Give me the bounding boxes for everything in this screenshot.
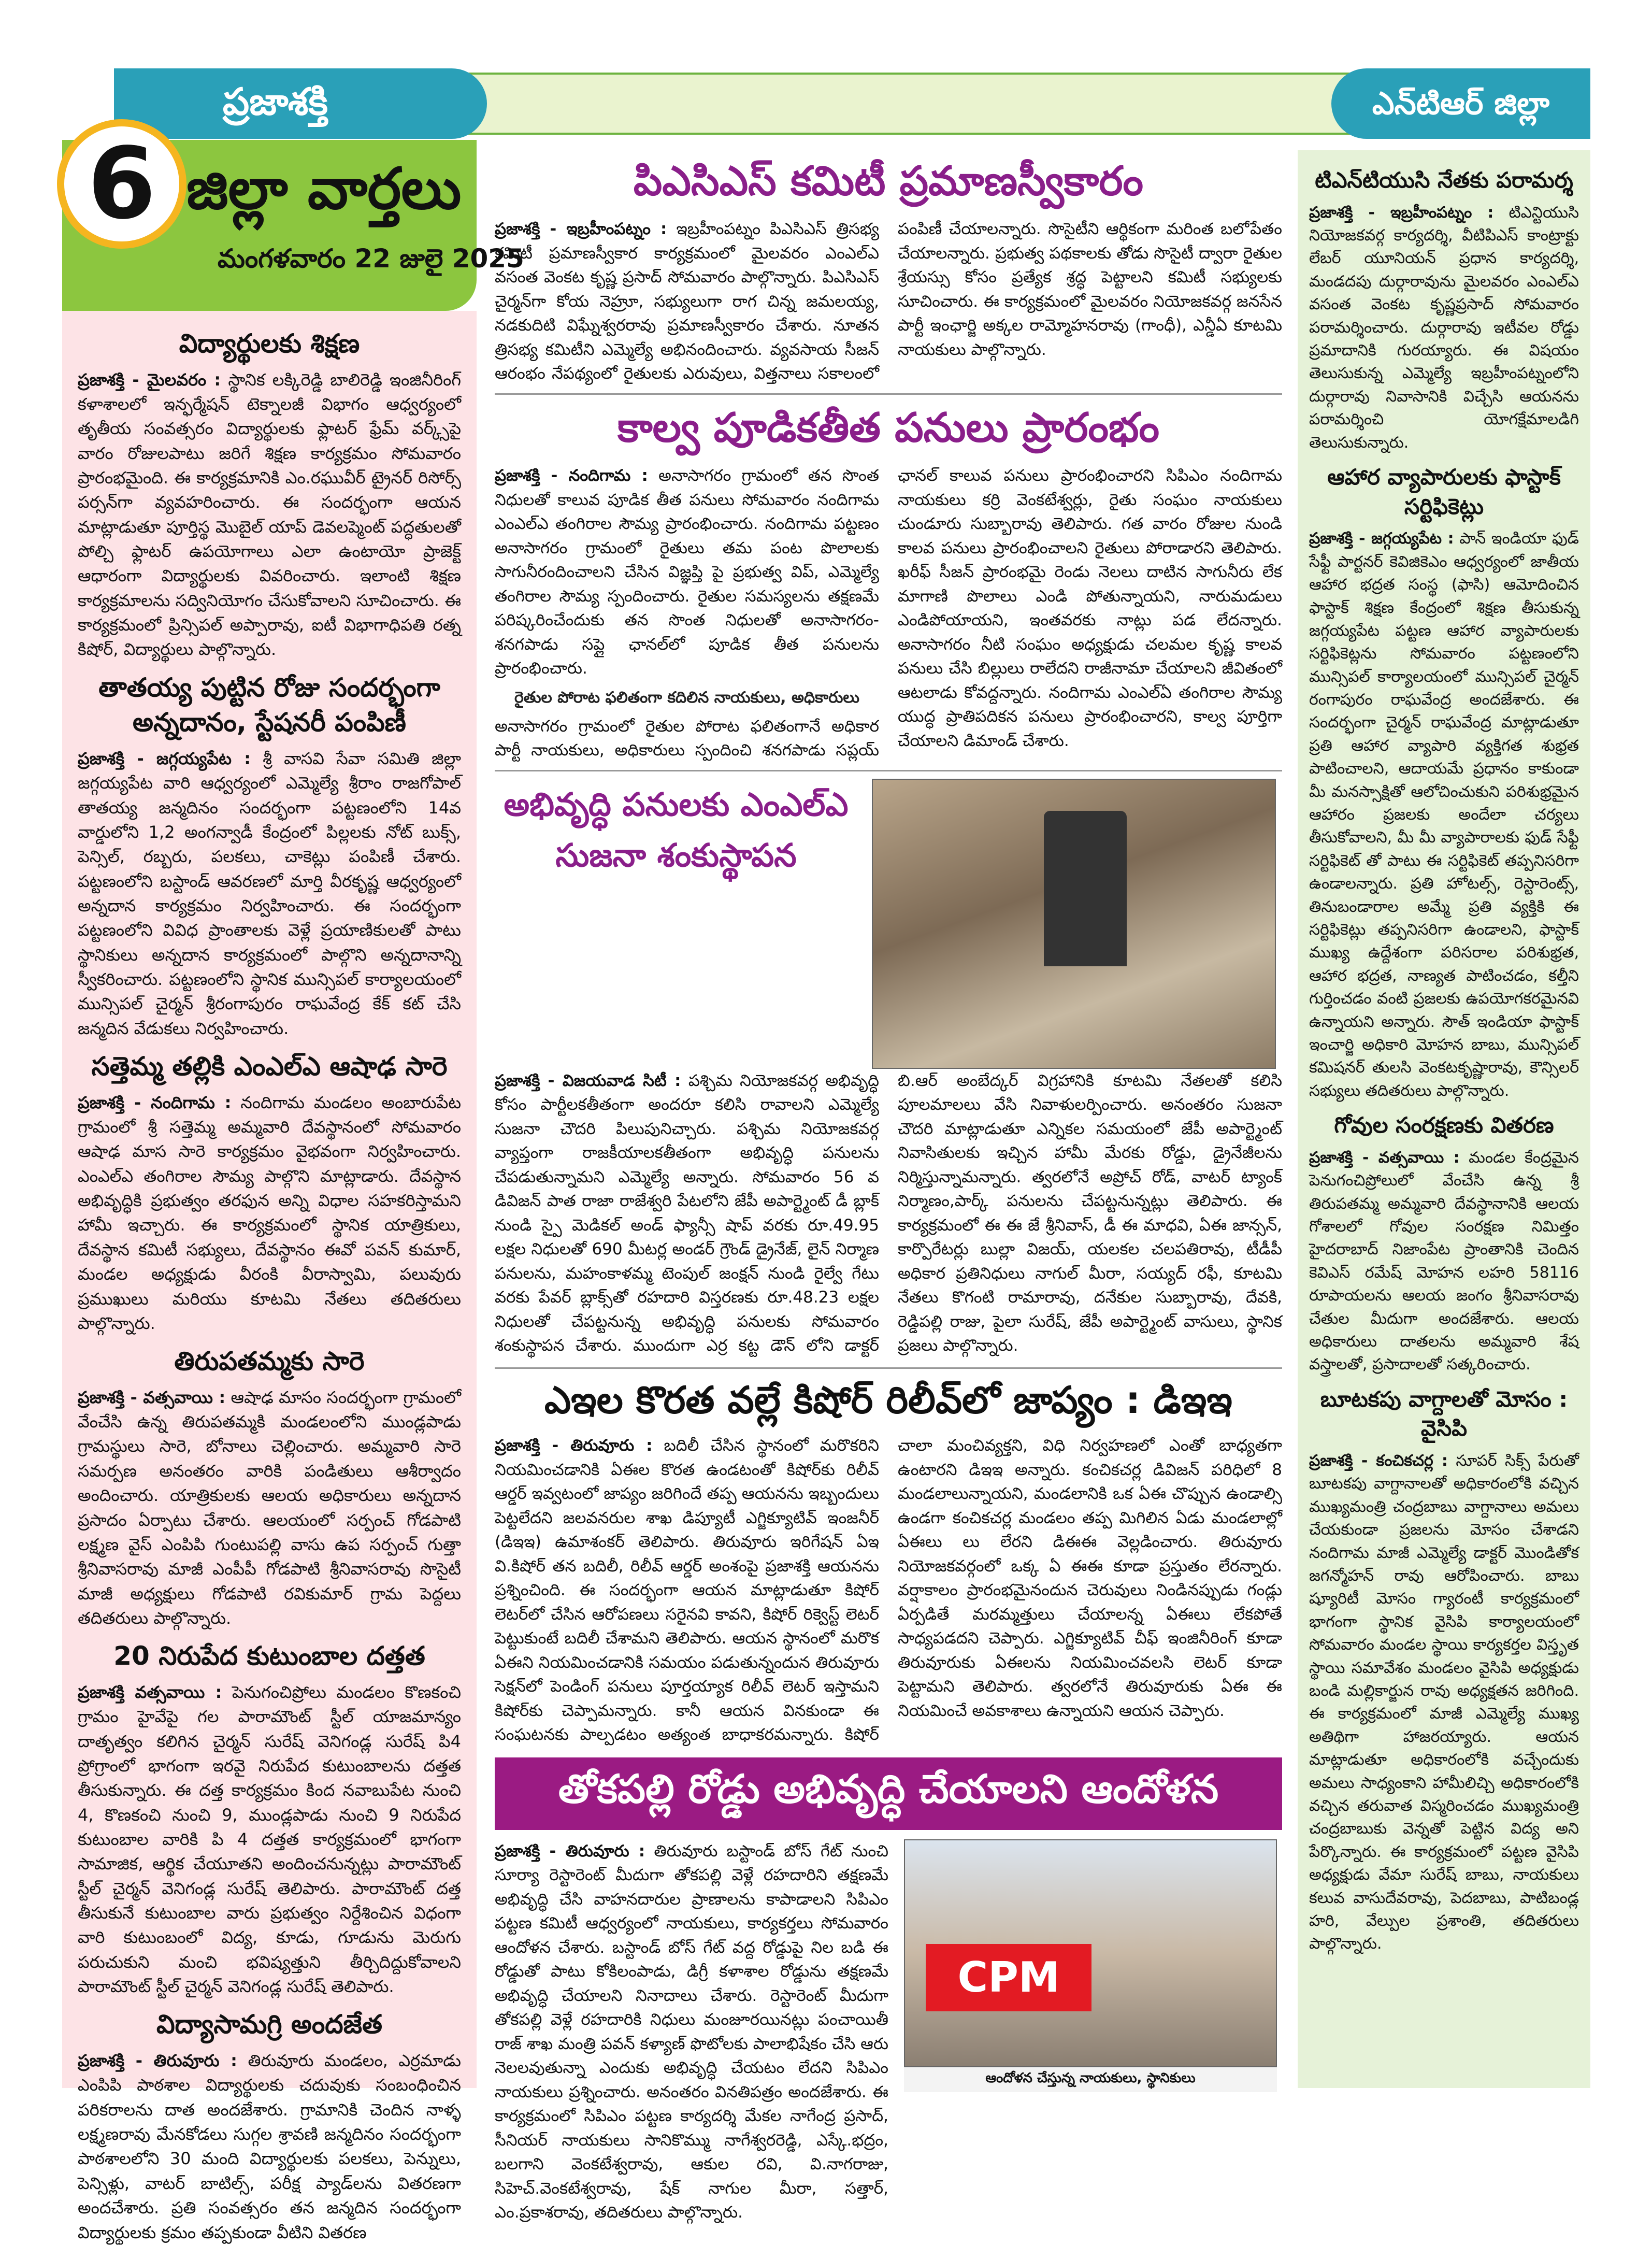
district-name: ఎన్‌టిఆర్ జిల్లా <box>1331 68 1590 139</box>
headline-line-2: సుజనా శంకుస్థాపన <box>555 836 797 875</box>
body: అనాసాగరం గ్రామంలో తన సొంత నిధులతో కాలువ పూడిక తీత పనులు సోమవారం నందిగామ ఎంఎల్ఎ తంగిరాల సౌమ్య ప్రారంభించారు. నందిగామ పట్టణం అనాసాగరం గ్రామంలో రైతులు తమ పంట పొలాలకు సాగునీరందించాలని చేసిన విజ్ఞప్తి పై ప్రభుత్వ విప్, ఎమ్మెల్యే తంగిరాల సౌమ్య స్పందించారు. రైతుల సమస్యలను తక్షణమే పరిష్కరించేందుకు తన సొంత నిధులతో అనాసాగరం-శనగపాడు సప్లై ఛానల్‌లో పూడిక తీత పనులను ప్రారంభించారు. <box>495 466 879 678</box>
headline: బూటకపు వాగ్దాలతో మోసం : వైసిపి <box>1320 1386 1568 1441</box>
dateline: ప్రజాశక్తి - ఇబ్రహీంపట్నం : <box>495 220 667 239</box>
article-eila <box>495 1376 1282 1747</box>
article-fostac <box>1309 463 1579 1103</box>
left-column <box>62 311 477 2242</box>
headline: పిఎసిఎస్ కమిటీ ప్రమాణస్వీకారం <box>633 158 1144 205</box>
issue-date: మంగళవారం 22 జులై 2025 <box>218 244 524 274</box>
page-number: 6 <box>57 119 186 249</box>
divider <box>495 770 1282 771</box>
dateline: ప్రజాశక్తి - విజయవాడ సిటీ : <box>495 1071 681 1090</box>
dateline: ప్రజాశక్తి - మైలవరం : <box>78 369 221 390</box>
dateline: ప్రజాశక్తి - కంచికచర్ల : <box>1309 1452 1448 1470</box>
body: టిఎన్టియుసి నియోజకవర్గ కార్యదర్శి, వీటిపిఎస్ కాంట్రాక్టు లేబర్ యూనియన్ ప్రధాన కార్యదర్శి, మండదపు దుర్గారావును మైలవరం ఎంఎల్ఎ వసంత వెంకట కృష్ణప్రసాద్ సోమవారం పరామర్శించారు. దుర్గారావు ఇటీవల రోడ్డు ప్రమాదానికి గురయ్యారు. ఈ విషయం తెలుసుకున్న ఎమ్మెల్యే ఇబ్రహీంపట్నంలోని దుర్గారావు నివాసానికి విచ్చేసి ఆయనను పరామర్శించి యోగక్షేమాలడిగి తెలుసుకున్నారు. <box>1309 203 1579 452</box>
headline: తిరుపతమ్మకు సారె <box>174 1346 365 1377</box>
article-cows <box>1309 1111 1579 1377</box>
right-column <box>1298 150 1590 2088</box>
subheadline: రైతుల పోరాట ఫలితంగా కదిలిన నాయకులు, అధికారులు <box>514 688 860 707</box>
body: తిరువూరు బస్టాండ్ బోస్ గేట్ నుంచి సూర్యా రెస్టారెంట్ మీదుగా తోకపల్లి వెళ్లే రహదారిని తక్షణమే అభివృద్ధి చేసి వాహనదారుల ప్రాణాలను కాపాడాలని సిపిఎం పట్టణ కమిటీ ఆధ్వర్యంలో నాయకులు, కార్యకర్తలు సోమవారం ఆందోళన చేశారు. బస్టాండ్ బోస్ గేట్ వద్ద రోడ్డుపై నిల బడి ఈ రోడ్డుతో పాటు కోకిలంపాడు, డిగ్రీ కళాశాల రోడ్డును తక్షణమే అభివృద్ధి చేయాలని నినాదాలు చేశారు. రెస్టారెంట్ మీదుగా తోకపల్లి వెళ్లే రహదారికి నిధులు మంజూరయినట్లు పంచాయితీ రాజ్ శాఖ మంత్రి పవన్ కళ్యాణ్ ఫొటోలకు పాలాభిషేకం చేసి ఆరు నెలలవుతున్నా ఎందుకు అభివృద్ధి చేయటం లేదని సిపిఎం నాయకులు ప్రశ్నించారు. అనంతరం వినతిపత్రం అందజేశారు. ఈ కార్యక్రమంలో సిపిఎం పట్టణ కార్యదర్శి మేకల నాగేంద్ర ప్రసాద్, సీనియర్ నాయకులు సానికొమ్ము నాగేశ్వరరెడ్డి, ఎస్కే.భద్రం, బలగాని వెంకటేశ్వరావు, ఆకుల రవి, వి.నాగరాజు, సిహెచ్.వెంకటేశ్వరావు, షేక్ నాగుల మీరా, సత్తార్, ఎం.ప్రకాశరావు, తదితరులు పాల్గొన్నారు. <box>495 1841 888 2222</box>
article-tokapalli <box>495 1839 1282 2225</box>
body: ఆషాఢ మాసం సందర్భంగా గ్రామంలో వేంచేసి ఉన్న తిరుపతమ్మకి మండలంలోని ముండ్లపాడు గ్రామస్థులు సారె, బోనాలు చెల్లించారు. అమ్మవారి సారె సమర్పణ అనంతరం వారికి పండితులు ఆశీర్వాదం అందించారు. యాత్రికులకు ఆలయ అధికారులు అన్నదాన ప్రసాదం ఏర్పాటు చేశారు. ఆలయంలో సర్పంచ్ గోడపాటి లక్ష్మణ వైస్ ఎంపిపి గుంటుపల్లి వాసు ఉప సర్పంచ్ గుత్తా శ్రీనివాసరావు మాజీ ఎంపీపీ గోడపాటి శ్రీనివాసరావు సొసైటీ మాజీ అధ్యక్షులు గోడపాటి రవికుమార్ గ్రామ పెద్దలు తదితరులు పాల్గొన్నారు. <box>78 1387 461 1628</box>
article-ysrcp <box>1309 1385 1579 1956</box>
dateline: ప్రజాశక్తి - తిరువూరు : <box>78 2050 237 2070</box>
body: నందిగామ మండలం అంబారుపేట గ్రామంలో శ్రీ సత్తెమ్మ అమ్మవారి దేవస్థానంలో సోమవారం ఆషాఢ మాస సారె కార్యక్రమం వైభవంగా నిర్వహించారు. ఎంఎల్ఎ తంగిరాల సౌమ్య పాల్గొని మాట్లాడారు. దేవస్థాన అభివృద్ధికి ప్రభుత్వం తరఫున అన్ని విధాల సహకరిస్తామని హామీ ఇచ్చారు. ఈ కార్యక్రమంలో స్థానిక యాత్రికులు, దేవస్థాన కమిటీ సభ్యులు, దేవస్థానం ఈవో పవన్ కుమార్, మండల అధ్యక్షుడు వీరంకి వీరాస్వామి, పలువురు ప్రముఖులు మరియు కూటమి నేతలు తదితరులు పాల్గొన్నారు. <box>78 1092 462 1333</box>
cpm-protest-photo <box>904 1839 1277 2067</box>
dateline: ప్రజాశక్తి - నందిగామ : <box>78 1092 232 1112</box>
headline: తాతయ్య పుట్టిన రోజు సందర్భంగా అన్నదానం, స్టేషనరీ పంపిణీ <box>98 672 440 738</box>
foundation-stone-photo <box>872 779 1276 1069</box>
article-tntuc <box>1309 166 1579 454</box>
body: తిరువూరు మండలం, ఎర్రమాడు ఎంపిపి పాఠశాల విద్యార్థులకు చదువుకు సంబంధించిన పరికరాలను దాత అందజేశారు. గ్రామానికి చెందిన నాళ్ళ లక్ష్మణరావు మేనకోడలు సుగ్గల శ్రావణి జన్మదినం సందర్భంగా పాఠశాలలోని 30 మంది విద్యార్థులకు పలకలు, పెన్నులు, పెన్సిళ్లు, వాటర్ బాటిల్స్, పరీక్ష ప్యాడ్‌లను వితరణగా అందచేశారు. ప్రతి సంవత్సరం తన జన్మదిన సందర్భంగా విద్యార్థులకు క్రమం తప్పకుండా వీటిని వితరణ <box>78 2050 462 2242</box>
article-adoption <box>78 1639 461 1999</box>
dateline: ప్రజాశక్తి - ఇబ్రహీంపట్నం : <box>1309 203 1494 222</box>
body: పశ్చిమ నియోజకవర్గ అభివృద్ధి కోసం పార్టీలకతీతంగా అందరూ కలిసి రావాలని ఎమ్మెల్యే సుజనా చౌదరి పిలుపునిచ్చారు. పశ్చిమ నియోజకవర్గ వ్యాప్తంగా రాజకీయాలకతీతంగా అభివృద్ధి పనులను చేపడుతున్నామని ఎమ్మెల్యే అన్నారు. సోమవారం 56 వ డివిజన్ పాత రాజా రాజేశ్వరి పేటలోని జేపీ అపార్ట్మెంట్ డీ బ్లాక్ నుండి స్పై మెడికల్ అండ్ ఫ్యాన్సీ షాప్ వరకు రూ.49.95 లక్షల నిధులతో 690 మీటర్ల అండర్ గ్రౌండ్ డ్రైనేజ్, లైన్ నిర్మాణ పనులను, మహంకాళమ్మ టెంపుల్ జంక్షన్ నుండి రైల్వే గేటు వరకు పేవర్ బ్లాక్స్‌తో రహదారి విస్తరణకు రూ.48.23 లక్షల నిధులతో చేపట్టనున్న అభివృద్ధి పనులకు సోమవారం శంకుస్థాపన చేశారు. ముందుగా ఎర్ర కట్ట డౌన్ లోని డాక్టర్ బి.ఆర్ అంబేద్కర్ విగ్రహానికి కూటమి నేతలతో కలిసి పూలమాలలు వేసి నివాళులర్పించారు. అనంతరం సుజనా చౌదరి మాట్లాడుతూ ఎన్నికల సమయంలో జేపీ అపార్ట్మెంట్ నివాసితులకు ఇచ్చిన హామీ మేరకు రోడ్డు, డ్రైనేజీలను నిర్మిస్తున్నామన్నారు. త్వరలోనే అప్రోచ్ రోడ్, వాటర్ ట్యాంక్ నిర్మాణం,పార్క్ పనులను చేపట్టనున్నట్లు తెలిపారు. ఈ కార్యక్రమంలో ఈ ఈ జే శ్రీనివాస్, డీ ఈ మాధవి, ఏఈ జాన్సన్, కార్పొరేటర్లు బుల్లా విజయ్, యలకల చలపతిరావు, టీడీపీ అధికార ప్రతినిధులు నాగుల్ మీరా, సయ్యద్ రఫీ, కూటమి నేతలు కొగంటి రామారావు, దనేకుల సుబ్బారావు, దేవకి, రెడ్డిపల్లి రాజు, పైలా సురేష్, జేపీ అపార్ట్మెంట్ వాసులు, స్థానిక ప్రజలు పాల్గొన్నారు. <box>495 1071 1282 1355</box>
dateline: ప్రజాశక్తి - జగ్గయ్యపేట : <box>78 748 251 768</box>
body: మండల కేంద్రమైన పెనుగంచిప్రోలులో వేంచేసి ఉన్న శ్రీ తిరుపతమ్మ అమ్మవారి దేవస్థానానికి ఆలయ గోశాలలో గోవుల సంరక్షణ నిమిత్తం హైదరాబాద్ నిజాంపేట ప్రాంతానికి చెందిన కెవిఎస్ రమేష్ మోహన లహరి 58116 రూపాయలను ఆలయ జంగం శ్రీనివాసరావు చేతుల మీదుగా అందజేశారు. ఆలయ అధికారులు దాతలను అమ్మవారి శేష వస్త్రాలతో, ప్రసాదాలతో సత్కరించారు. <box>1309 1148 1579 1374</box>
dateline: ప్రజాశక్తి వత్సవాయి : <box>78 1682 222 1702</box>
article-study-material <box>78 2007 461 2244</box>
article-kalva <box>495 402 1282 763</box>
body: బదిలీ చేసిన స్థానంలో మరొకరిని నియమించడానికి ఏఈల కొరత ఉండటంతో కిషోర్‌కు రిలీవ్ ఆర్డర్ ఇవ్వటంలో జాప్యం జరిగిందే తప్ప ఆయనను ఇబ్బందులు పెట్టలేదని జలవనరుల శాఖ డిప్యూటీ ఎగ్జిక్యూటివ్ ఇంజనీర్ (డిఇఇ) ఉమాశంకర్ తెలిపారు. తిరువూరు ఇరిగేషన్ ఏఇ వి.కిషోర్ తన బదిలీ, రిలీవ్ ఆర్డర్ అంశంపై ప్రజాశక్తి ఆయనను ప్రశ్నించింది. ఈ సందర్భంగా ఆయన మాట్లాడుతూ కిషోర్ లెటర్‌లో చేసిన ఆరోపణలు సరైనవి కావని, కిషోర్ రిక్వెస్ట్ లెటర్ పెట్టుకుంటే బదిలీ చేశామని తెలిపారు. ఆయన స్థానంలో మరొక ఏఈని నియమించడానికి సమయం పడుతున్నందున తిరువూరు సెక్షన్‌లో పెండింగ్ పనులు పూర్తయ్యాక రిలీవ్ లెటర్ ఇస్తామని కిషోర్‌కు చెప్పామన్నారు. కానీ ఆయన వినకుండా ఈ సంఘటనకు పాల్పడటం అత్యంత బాధాకరమన్నారు. కిషోర్ చాలా మంచివ్యక్తని, విధి నిర్వహణలో ఎంతో బాధ్యతగా ఉంటారని డిఇఇ అన్నారు. కంచికచర్ల డివిజన్ పరిధిలో 8 మండలాలున్నాయని, మండలానికి ఒక ఏఈ చొప్పున ఉండాల్సి ఉండగా కంచికచర్ల మండలం తప్ప మిగిలిన ఏడు మండలాల్లో ఏఈలు లు లేరని డిఈఈ వెల్లడించారు. తిరువూరు నియోజకవర్గంలో ఒక్క ఏ ఈఈ కూడా ప్రస్తుతం లేరన్నారు. వర్షాకాలం ప్రారంభమైనందున చెరువులు నిండినప్పుడు గండ్లు ఏర్పడితే మరమ్మత్తులు చేయాలన్న ఏఈలు లేకపోతే సాధ్యపడదని చెప్పారు. ఎగ్జిక్యూటివ్ చీఫ్ ఇంజినీరింగ్ కూడా తిరువూరుకు ఏఈలను నియమించవలసి లెటర్ కూడా పెట్టామని తెలిపారు. త్వరలోనే తిరువూరుకు ఏఈ ఈ నియమించే అవకాశాలు ఉన్నాయని ఆయన చెప్పారు. <box>495 1436 1282 1744</box>
dateline: ప్రజాశక్తి - తిరువూరు : <box>495 1436 653 1455</box>
article-training <box>78 326 461 662</box>
headline: విద్యాసామగ్రి అందజేత <box>156 2009 382 2040</box>
body: ఇబ్రహీంపట్నం పిఎసిఎస్ త్రిసభ్య కమిటీ ప్రమాణస్వీకార కార్యక్రమంలో మైలవరం ఎంఎల్ఎ వసంత వెంకట కృష్ణ ప్రసాద్ సోమవారం పాల్గొన్నారు. పిఎసిఎస్ చైర్మన్‌గా కోయ నెహ్రూ, సభ్యులుగా రాగ చిన్న జమలయ్య, నడకుదిటి విఘ్నేశ్వరరావు ప్రమాణస్వీకారం చేశారు. నూతన త్రిసభ్య కమిటీని ఎమ్మెల్యే అభినందించారు. వ్యవసాయ సీజన్ ఆరంభం నేపథ్యంలో రైతులకు ఎరువులు, విత్తనాలు సకాలంలో పంపిణీ చేయాలన్నారు. సొసైటీని ఆర్థికంగా మరింత బలోపేతం చేయాలన్నారు. ప్రభుత్వ పథకాలకు తోడు సొసైటీ ద్వారా రైతుల శ్రేయస్సు కోసం ప్రత్యేక శ్రద్ధ పెట్టాలని కమిటీ సభ్యులకు సూచించారు. ఈ కార్యక్రమంలో మైలవరం నియోజకవర్గ జనసేన పార్టీ ఇంఛార్జి అక్కల రామ్మోహనరావు (గాంధీ), ఎన్డీఏ కూటమి నాయకులు పాల్గొన్నారు. <box>495 220 1282 383</box>
headline: గోవుల సంరక్షణకు వితరణ <box>1334 1112 1554 1138</box>
article-abhivruddhi <box>495 779 1282 1360</box>
headline: కాల్వ పూడికతీత పనులు ప్రారంభం <box>617 404 1160 451</box>
article-tirupatamma <box>78 1344 461 1631</box>
article-annadanam <box>78 670 461 1041</box>
paper-name: ప్రజాశక్తి <box>223 80 328 123</box>
tokapalli-headline-banner: తోకపల్లి రోడ్డు అభివృద్ధి చేయాలని ఆందోళన <box>495 1757 1282 1830</box>
paper-name-band <box>114 68 487 139</box>
dateline: ప్రజాశక్తి - తిరువూరు : <box>495 1841 645 1861</box>
headline: 20 నిరుపేద కుటుంబాల దత్తత <box>113 1641 425 1671</box>
photo-caption: ఆందోళన చేస్తున్న నాయకులు, స్థానికులు <box>904 2067 1277 2092</box>
middle-column <box>495 150 1282 2222</box>
article-sattemma <box>78 1049 461 1336</box>
dateline: ప్రజాశక్తి - నందిగామ : <box>495 466 648 485</box>
headline: విద్యార్థులకు శిక్షణ <box>179 328 360 359</box>
headline-line-1: అభివృద్ధి పనులకు ఎంఎల్ఎ <box>504 785 849 823</box>
dateline: ప్రజాశక్తి - వత్సవాయి : <box>1309 1148 1460 1167</box>
article-pacs <box>495 155 1282 386</box>
dateline: ప్రజాశక్తి - జగ్గయ్యపేట : <box>1309 530 1454 548</box>
headline: సత్తెమ్మ తల్లికి ఎంఎల్ఎ ఆషాఢ సారె <box>91 1051 448 1082</box>
dateline: ప్రజాశక్తి - వత్సవాయి : <box>78 1387 226 1407</box>
headline: టిఎన్‌టియుసి నేతకు పరామర్శ <box>1315 167 1573 193</box>
headline: ఆహార వ్యాపారులకు ఫాస్టాక్ సర్టిఫికెట్లు <box>1327 464 1561 519</box>
body: సూపర్ సిక్స్ పేరుతో బూటకపు వాగ్దానాలతో అధికారంలోకి వచ్చిన ముఖ్యమంత్రి చంద్రబాబు వాగ్దానాలు అమలు చేయకుండా ప్రజలను మోసం చేశాడని నందిగామ మాజీ ఎమ్మెల్యే డాక్టర్ మొండితోక జగన్మోహన్ రావు ఆరోపించారు. బాబు ష్యూరిటీ మోసం గ్యారంటీ కార్యక్రమంలో భాగంగా స్థానిక వైసిపి కార్యాలయంలో సోమవారం మండల స్థాయి కార్యకర్తల విస్తృత స్థాయి సమావేశం మండలం వైసిపి అధ్యక్షుడు బండి మల్లికార్జున రావు అధ్యక్షతన జరిగింది. ఈ కార్యక్రమంలో మాజీ ఎమ్మెల్యే ముఖ్య అతిథిగా హాజరయ్యారు. ఆయన మాట్లాడుతూ అధికారంలోకి వచ్చేందుకు అమలు సాధ్యంకాని హామీలిచ్చి అధికారంలోకి వచ్చిన తరువాత విస్మరించడం ముఖ్యమంత్రి చంద్రబాబుకు వెన్నతో పెట్టిన విద్య అని పేర్కొన్నారు. ఈ కార్యక్రమంలో పట్టణ వైసిపి అధ్యక్షుడు వేమా సురేష్ బాబు, నాయకులు కలువ వాసుదేవరావు, పెదబాబు, పాటిబండ్ల హరి, వేల్పుల ప్రశాంతి, తదితరులు పాల్గొన్నారు. <box>1309 1452 1579 1953</box>
body: స్థానిక లక్కిరెడ్డి బాలిరెడ్డి ఇంజినీరింగ్ కళాశాలలో ఇన్ఫర్మేషన్ టెక్నాలజీ విభాగం ఆధ్వర్యంలో తృతీయ సంవత్సరం విద్యార్థులకు ఫ్లాటర్ ఫ్రేమ్ వర్క్స్‌పై వారం రోజులపాటు జరిగే శిక్షణ కార్యక్రమం సోమవారం ప్రారంభమైంది. ఈ కార్యక్రమానికి ఎం.రఘువీర్ ట్రైనర్ రిసోర్స్ పర్సన్‌గా వ్యవహరించారు. ఈ సందర్భంగా ఆయన మాట్లాడుతూ పూర్తిస్థ మొబైల్ యాప్ డెవలప్మెంట్ పద్ధతులతో పోల్చి ఫ్లాటర్ ఉపయోగాలు ఎలా ఉంటాయో ప్రాజెక్ట్ ఆధారంగా విద్యార్థులకు వివరించారు. ఇలాంటి శిక్షణ కార్యక్రమాలను సద్వినియోగం చేసుకోవాలని సూచించారు. ఈ కార్యక్రమంలో ప్రిన్సిపల్ అప్పారావు, ఐటీ విభాగాధిపతి రత్న కిషోర్, విద్యార్థులు పాల్గొన్నారు. <box>78 369 462 660</box>
body: శ్రీ వాసవి సేవా సమితి జిల్లా జగ్గయ్యపేట వారి ఆధ్వర్యంలో ఎమ్మెల్యే శ్రీరాం రాజగోపాల్ తాతయ్య జన్మదినం సందర్భంగా పట్టణంలోని 14వ వార్డులోని 1,2 అంగన్వాడీ కేంద్రంలో పిల్లలకు నోట్ బుక్స్, పెన్సిల్, రబ్బరు, పలకలు, చాకెట్లు పంపిణీ చేశారు. పట్టణంలోని బస్టాండ్ ఆవరణలో మార్తి వీరకృష్ణ ఆధ్వర్యంలో అన్నదాన కార్యక్రమం నిర్వహించారు. ఈ సందర్భంగా పట్టణంలోని వివిధ ప్రాంతాలకు వెళ్లే ప్రయాణికులతో పాటు స్థానికులు అన్నదాన కార్యక్రమంలో పాల్గొని అన్నదానాన్ని స్వీకరించారు. పట్టణంలోని స్థానిక మున్సిపల్ కార్యాలయంలో మున్సిపల్ చైర్మన్ శ్రీరంగాపురం రాఘవేంద్ర కేక్ కట్ చేసి జన్మదిన వేడుకలు నిర్వహించారు. <box>78 748 461 1038</box>
divider <box>495 393 1282 395</box>
headline: ఎఇల కొరత వల్లే కిషోర్ రిలీవ్‌లో జాప్యం : డిఇఇ <box>544 1378 1233 1422</box>
divider <box>495 1367 1282 1369</box>
body: పాన్ ఇండియా ఫుడ్ సేఫ్టీ పార్టనర్ కెవిజికెఎం ఆధ్వర్యంలో జాతీయ ఆహార భద్రత సంస్థ (ఫాసి) ఆమోదించిన ఫాస్టాక్ శిక్షణ కేంద్రంలో శిక్షణ తీసుకున్న జగ్గయ్యపేట పట్టణ ఆహార వ్యాపారులకు సర్టిఫికెట్లను సోమవారం పట్టణంలోని మున్సిపల్ కార్యాలయంలో మున్సిపల్ చైర్మన్ రంగాపురం రాఘవేంద్ర అందజేశారు. ఈ సందర్భంగా చైర్మన్ రాఘవేంద్ర మాట్లాడుతూ ప్రతి ఆహార వ్యాపారి వ్యక్తిగత శుభ్రత పాటించాలని, ఆదాయమే ప్రధానం కాకుండా మీ మనస్సాక్షితో ఆలోచించుకుని పరిశుభ్రమైన ఆహారం ప్రజలకు అందేలా చర్యలు తీసుకోవాలని, మీ మీ వ్యాపారాలకు ఫుడ్ సేఫ్టీ సర్టిఫికెట్ తో పాటు ఈ సర్టిఫికెట్ తప్పనిసరిగా ఉండాలన్నారు. ప్రతి హోటల్స్, రెస్టారెంట్స్, తినుబండారాల అమ్మే ప్రతి వ్యక్తికి ఈ సర్టిఫికెట్లు తప్పనిసరిగా ఉండాలని, ఫాస్టాక్ ముఖ్య ఉద్దేశంగా పరిసరాల పరిశుభ్రత, ఆహార భద్రత, నాణ్యత పాటించడం, కల్తీని గుర్తించడం వంటి ప్రజలకు ఉపయోగకరమైనవి ఉన్నాయని అన్నారు. సౌత్ ఇండియా ఫాస్టాక్ ఇంచార్జి అధికారి మోహన బాబు, మున్సిపల్ కమిషనర్ తులసి వెంకటకృష్ణారావు, కౌన్సిలర్ సభ్యులు తదితరులు పాల్గొన్నారు. <box>1309 530 1579 1100</box>
section-title: జిల్లా వార్తలు <box>186 155 462 222</box>
body: పెనుగంచిప్రోలు మండలం కొణకంచి గ్రామం హైవేపై గల పారామౌంట్ స్టీల్ యాజమాన్యం దాతృత్వం కలిగిన చైర్మన్ సురేష్ వెనిగండ్ల సురేష్ పి4 ప్రోగ్రాంలో భాగంగా ఇరవై నిరుపేద కుటుంబాలను దత్తత తీసుకున్నారు. ఈ దత్త కార్యక్రమం కింద నవాబుపేట నుంచి 4, కొణకంచి నుంచి 9, ముండ్లపాడు నుంచి 9 నిరుపేద కుటుంబాల వారికి పి 4 దత్తత కార్యక్రమంలో భాగంగా సామాజిక, ఆర్థిక చేయూతని అందించనున్నట్లు పారామౌంట్ స్టీల్ చైర్మన్ వెనిగండ్ల సురేష్ తెలిపారు. పారామౌంట్ దత్త తీసుకునే కుటుంబాల వారు ప్రభుత్వం నిర్దేశించిన విధంగా వారి కుటుంబంలో విద్య, కూడు, గూడును మెరుగు పరుచుకుని మంచి భవిష్యత్తుని తీర్చిదిద్దుకోవాలని పారామౌంట్ స్టీల్ చైర్మన్ వెనిగండ్ల సురేష్ తెలిపారు. <box>78 1682 462 1997</box>
cpm-banner: CPM <box>926 1944 1091 2011</box>
body-2: అనాసాగరం గ్రామంలో రైతుల పోరాట ఫలితంగానే అధికార పార్టీ నాయకులు, అధికారులు స్పందించి శనగపాడు సప్లయ్ ఛానల్ కాలువ పనులు ప్రారంభించారని సిపిఎం నందిగామ నాయకులు కర్రి వెంకటేశ్వర్లు, రైతు సంఘం నాయకులు చుండూరు సుబ్బారావు తెలిపారు. గత వారం రోజుల నుండి కాలవ పనులు ప్రారంభించాలని రైతులు పోరాడారని తెలిపారు. ఖరీఫ్ సీజన్ ప్రారంభమై రెండు నెలలు దాటిన సాగునీరు లేక మాగాణి పొలాలు ఎండి పోతున్నాయని, నారుమడులు ఎండిపోయాయని, ఇంతవరకు నాట్లు పడ లేదన్నారు. అనాసాగరం నీటి సంఘం అధ్యక్షుడు చలమల కృష్ణ కాలవ పనులు చేసి బిల్లులు రాలేదని రాజీనామా చేయాలని జీవితంలో ఆటలాడు కోవద్దన్నారు. నందిగామ ఎంఎల్ఏ తంగిరాల సౌమ్య యుద్ధ ప్రాతిపదికన పనులు ప్రారంభించారని, కాల్వ పూర్తిగా చేయాలని డిమాండ్ చేశారు. <box>495 466 1282 760</box>
